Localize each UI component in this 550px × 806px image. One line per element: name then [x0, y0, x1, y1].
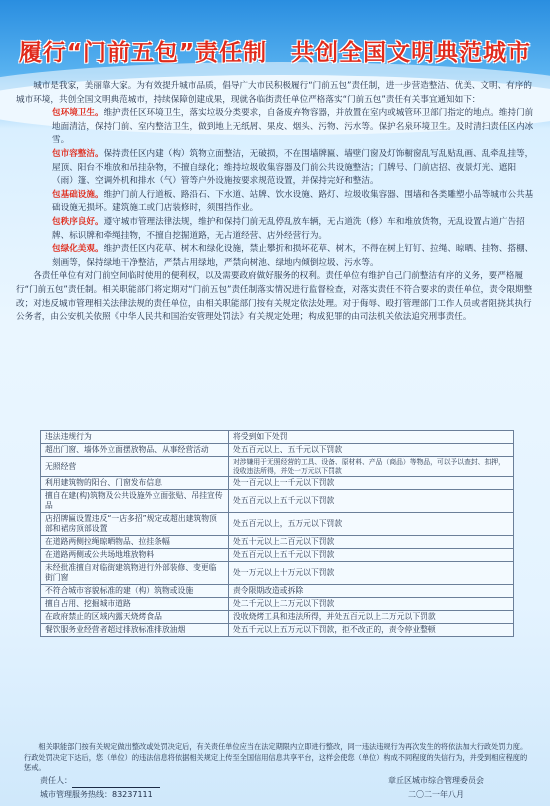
table-header-row [41, 431, 514, 444]
section-text: 维护责任区环境卫生，落实垃圾分类要求，自备废弃物容器，并放置在室内或城管环卫部门指定的地点。维持门前地面清洁，保持门前、室内整洁卫生，做到地上无纸屑、果皮、烟头、污物、污水等。保护名泉环境卫生。及时清扫责任区内冰雪。 [52, 108, 534, 146]
issue-date: 二〇二一年八月 [408, 790, 464, 799]
table-row [41, 477, 514, 490]
penalty-cell: 处五百元以上、五千元以下罚款 [229, 444, 514, 457]
section-greening [16, 243, 534, 270]
section-cityscape [16, 148, 534, 189]
penalty-cell: 责令限期改造或拆除 [229, 585, 514, 598]
responsible-blank [72, 778, 160, 788]
section-infrastructure [16, 189, 534, 216]
hotline-number: 83237111 [112, 790, 153, 799]
penalty-cell: 处五百元以上五千元以下罚款 [229, 490, 514, 513]
violation-cell: 不符合城市容貌标准的建（构）筑物或设施 [41, 585, 229, 598]
section-environment [16, 107, 534, 148]
notice-body [16, 80, 534, 325]
section-text: 维护责任区内花草、树木和绿化设施，禁止攀折和损坏花草、树木，不得在树上钉钉、拉绳、晾晒、挂物、搭棚、刻画等，保持绿地干净整洁，严禁占用绿地，严禁向树池、绿地内倾倒垃圾、污水等。 [52, 244, 534, 268]
table-row [41, 513, 514, 536]
penalty-cell: 处一百元以上一千元以下罚款 [229, 477, 514, 490]
table-row [41, 624, 514, 637]
section-heading: 包市容整洁。 [52, 148, 104, 159]
violation-cell: 利用建筑物的阳台、门窗发布信息 [41, 477, 229, 490]
penalty-cell: 处五十元以上二百元以下罚款 [229, 536, 514, 549]
section-text: 维护门前人行道板、路沿石、下水道、站牌、饮水设施、路灯、垃圾收集容器、围墙和各类雕塑小品等城市公共基础设施无损坏。建筑施工或门店装修时，须围挡作业。 [52, 189, 534, 214]
table-row [41, 536, 514, 549]
penalty-cell: 对涉嫌用于无照经营的工具、设备、原材料、产品（商品）等物品，可以予以查封、扣押，没收违法所得，并处一万元以下罚款 [229, 457, 514, 477]
responsible-label: 责任人： [40, 776, 72, 785]
section-heading: 包秩序良好。 [52, 216, 104, 227]
penalty-cell: 处一万元以上十万元以下罚款 [229, 562, 514, 585]
table-row [41, 549, 514, 562]
table-row [41, 585, 514, 598]
penalty-cell: 处五千元以上五万元以下罚款，拒不改正的，责令停业整顿 [229, 624, 514, 637]
violation-cell: 餐饮服务业经营者超过排放标准排放油烟 [41, 624, 229, 637]
violation-cell: 未经批准擅自对临街建筑物进行外部装修、变更临街门窗 [41, 562, 229, 585]
penalty-table-body [41, 444, 514, 637]
penalty-cell: 处五百元以上，五万元以下罚款 [229, 513, 514, 536]
penalty-table [40, 430, 514, 637]
table-row [41, 457, 514, 477]
section-text: 保持责任区内建（构）筑物立面整洁，无破损，不在围墙牌匾、墙壁门窗及灯饰橱窗乱写乱贴乱画、乱牵乱挂等，屋顶、阳台不堆放和吊挂杂物，不擅自绿化；维持垃圾收集容器及门前公共设施整洁；门牌号、门前店招、夜景灯光、遮阳（雨）篷、空调外机和排水（气）管等户外设施按要求规范设置，并保持完好和整洁。 [52, 148, 534, 187]
table-header-penalty: 将受到如下处罚 [229, 431, 514, 444]
responsible-person-line [40, 774, 160, 788]
table-row [41, 490, 514, 513]
violation-cell: 在政府禁止的区域内露天烧烤食品 [41, 611, 229, 624]
intro-paragraph: 城市是我家，美丽靠大家。为有效提升城市品质，倡导广大市民积极履行“门前五包”责任制，进一步营造整洁、优美、文明、有序的城市环境，共创全国文明典范城市，持续保障创建成果，现就各临街责任单位严格落实“门前五包”责任有关事宜通知如下： [16, 81, 532, 105]
violation-cell: 在道路两侧拉绳晾晒物品、拉挂条幅 [41, 536, 229, 549]
penalty-cell: 处二千元以上二万元以下罚款 [229, 598, 514, 611]
section-heading: 包基础设施。 [52, 189, 104, 200]
hotline-line [40, 788, 160, 802]
violation-cell: 在道路两侧或公共场地堆放物料 [41, 549, 229, 562]
section-heading: 包环境卫生。 [52, 108, 104, 119]
section-order [16, 216, 534, 243]
note-text: 相关职能部门按有关规定做出整改或处罚决定后，有关责任单位应当在法定期限内立即进行整改，同一违法违规行为再次发生的将依法加大行政处罚力度。行政处罚决定下达后，您（单位）的违法信息将依据相关规定上传至全国信用信息共享平台，这样会使您（单位）构成不同程度的失信行为，并受到相应程度的惩戒。 [24, 742, 528, 772]
section-text: 遵守城市管理法律法规，维护和保持门前无乱停乱放车辆，无占道洗（修）车和堆放货物，无乱设置占道广告招牌、标识牌和牵绳挂物，不擅自挖掘道路，无占道经营、店外经营行为。 [52, 216, 525, 241]
penalty-cell: 处五百元以上五千元以下罚款 [229, 549, 514, 562]
table-header-act: 违法违规行为 [41, 431, 229, 444]
violation-cell: 超出门窗、墙体外立面摆放物品、从事经营活动 [41, 444, 229, 457]
violation-cell: 店招牌匾设置违反“一店多招”规定或超出建筑物顶部和裙房顶部设置 [41, 513, 229, 536]
footer-contact [40, 774, 160, 802]
closing-paragraph: 各责任单位有对门前空间临时使用的便利权，以及需要政府做好服务的权利。责任单位有维护自己门前整洁有序的义务，要严格履行“门前五包”责任制。相关职能部门将定期对“门前五包”责任制落实情况进行监督检查，对落实责任不符合要求的责任单位，责令限期整改；对违反城市管理相关法律法规的责任单位，由相关职能部门按有关规定依法处理。对于侮辱、殴打管理部门工作人员或者阻挠其执行公务者，由公安机关依照《中华人民共和国治安管理处罚法》有关规定处理；构成犯罪的由司法机关依法追究刑事责任。 [16, 271, 533, 323]
violation-cell: 擅自在建(构)筑物及公共设施外立面张贴、吊挂宣传品 [41, 490, 229, 513]
hotline-label: 城市管理服务热线： [40, 790, 112, 799]
violation-cell: 擅自占用、挖掘城市道路 [41, 598, 229, 611]
table-row [41, 444, 514, 457]
section-heading: 包绿化美观。 [52, 244, 104, 255]
enforcement-note [24, 742, 532, 774]
footer-issuer [388, 774, 484, 802]
issuer-name: 章丘区城市综合管理委员会 [388, 776, 484, 785]
penalty-cell: 没收烧烤工具和违法所得，并处五百元以上二万元以下罚款 [229, 611, 514, 624]
table-row [41, 611, 514, 624]
table-row [41, 598, 514, 611]
poster-title: 履行“门前五包”责任制 共创全国文明典范城市 [18, 40, 532, 66]
table-row [41, 562, 514, 585]
violation-cell: 无照经营 [41, 457, 229, 477]
